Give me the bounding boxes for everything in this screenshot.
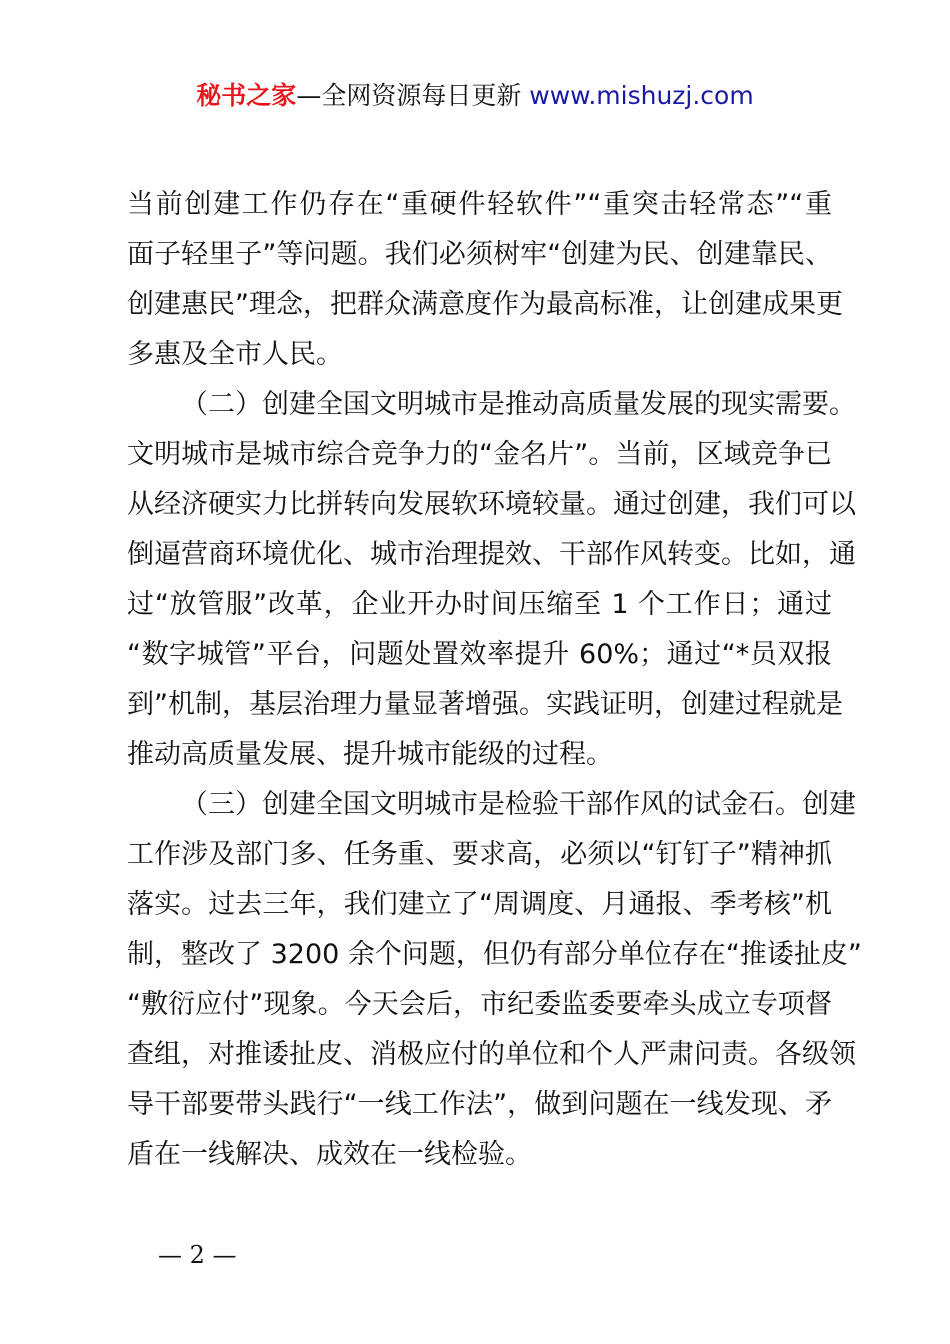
text-line: 导干部要带头践行“一线工作法”，做到问题在一线发现、矛 <box>127 1089 832 1120</box>
text-line: 推动高质量发展、提升城市能级的过程。 <box>127 739 613 770</box>
brand-name: 秘书之家 <box>196 81 297 110</box>
text-line: 落实。过去三年，我们建立了“周调度、月通报、季考核”机 <box>127 889 832 920</box>
text-line: 面子轻里子”等问题。我们必须树牢“创建为民、创建靠民、 <box>127 239 832 270</box>
text-line: 倒逼营商环境优化、城市治理提效、干部作风转变。比如，通 <box>127 539 856 570</box>
text-line: “数字城管”平台，问题处置效率提升 60%；通过“*员双报 <box>127 639 832 670</box>
text-line: 过“放管服”改革，企业开办时间压缩至 1 个工作日；通过 <box>127 589 832 620</box>
text-line: 文明城市是城市综合竞争力的“金名片”。当前，区域竞争已 <box>127 439 832 470</box>
paragraph-start-line: （三）创建全国文明城市是检验干部作风的试金石。创建 <box>181 789 856 820</box>
header-tagline: —全网资源每日更新 <box>296 81 522 110</box>
text-line: 工作涉及部门多、任务重、要求高，必须以“钉钉子”精神抓 <box>127 839 832 870</box>
page-number: — 2 — <box>158 1241 237 1269</box>
text-line: 多惠及全市人民。 <box>127 339 343 370</box>
text-line: 制，整改了 3200 余个问题，但仍有部分单位存在“推诿扯皮” <box>127 939 862 970</box>
document-body <box>127 180 862 1180</box>
text-line: 当前创建工作仍存在“重硬件轻软件”“重突击轻常态”“重 <box>127 189 832 220</box>
text-line: “敷衍应付”现象。今天会后，市纪委监委要牵头成立专项督 <box>127 989 832 1020</box>
text-line: 查组，对推诿扯皮、消极应付的单位和个人严肃问责。各级领 <box>127 1039 856 1070</box>
text-line: 创建惠民”理念，把群众满意度作为最高标准，让创建成果更 <box>127 289 843 320</box>
text-line: 从经济硬实力比拼转向发展软环境较量。通过创建，我们可以 <box>127 489 856 520</box>
paragraph-start-line: （二）创建全国文明城市是推动高质量发展的现实需要。 <box>181 389 856 420</box>
site-header <box>0 78 950 114</box>
site-url[interactable]: www.mishuzj.com <box>529 81 754 110</box>
text-line: 到”机制，基层治理力量显著增强。实践证明，创建过程就是 <box>127 689 843 720</box>
text-line: 盾在一线解决、成效在一线检验。 <box>127 1139 532 1170</box>
